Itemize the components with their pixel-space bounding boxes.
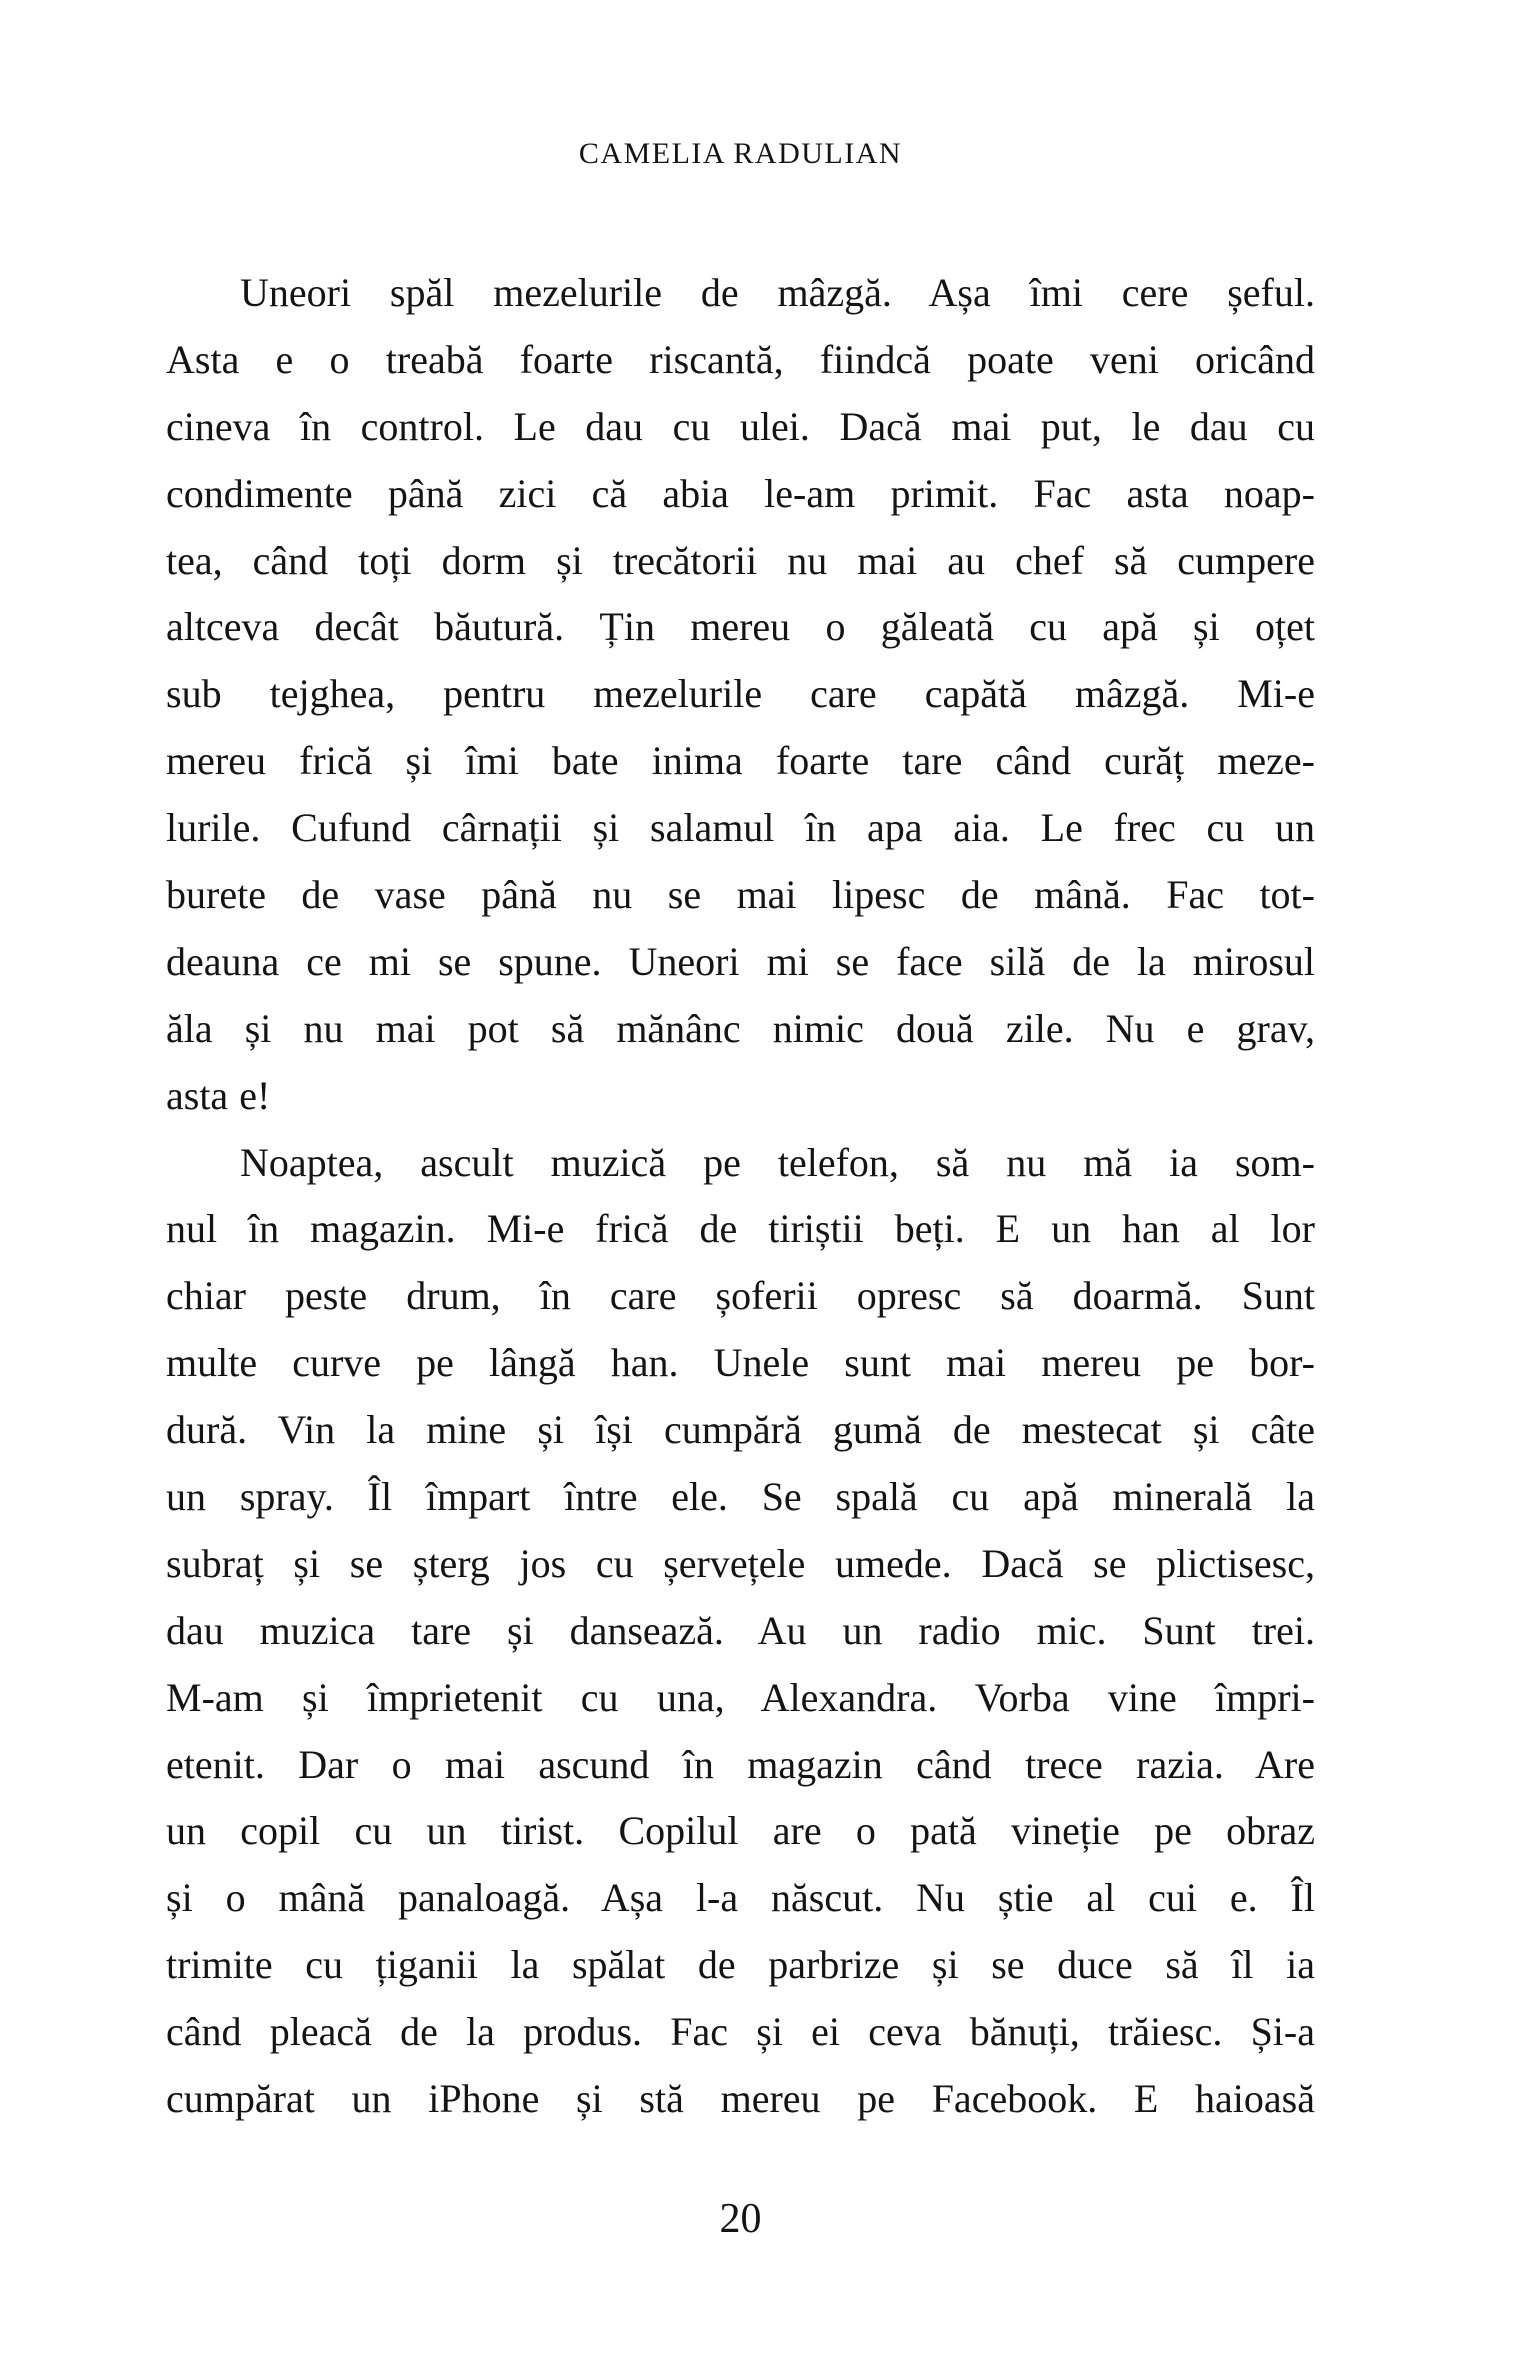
text-line: altceva decât băutură. Țin mereu o găleată cu apă și oțet — [166, 604, 1315, 650]
text-line: sub tejghea, pentru mezelurile care capătă mâzgă. Mi-e — [166, 671, 1315, 717]
text-line: dură. Vin la mine și își cumpără gumă de mestecat și câte — [166, 1407, 1315, 1453]
paragraph — [166, 1130, 1315, 2133]
text-line: dau muzica tare și dansează. Au un radio mic. Sunt trei. — [166, 1607, 1315, 1653]
text-line: cumpărat un iPhone și stă mereu pe Facebook. E haioasă — [166, 2076, 1315, 2122]
text-line: multe curve pe lângă han. Unele sunt mai mereu pe bor- — [166, 1340, 1315, 1386]
text-line: subraț și se șterg jos cu șervețele umede. Dacă se plictisesc, — [166, 1540, 1315, 1586]
text-line: mereu frică și îmi bate inima foarte tare când curăț meze- — [166, 738, 1315, 784]
text-line: condimente până zici că abia le-am primit. Fac asta noap- — [166, 470, 1315, 516]
text-line: un copil cu un tirist. Copilul are o pată vineție pe obraz — [166, 1808, 1315, 1854]
running-header: CAMELIA RADULIAN — [578, 137, 903, 170]
text-line: cineva în control. Le dau cu ulei. Dacă mai put, le dau cu — [166, 403, 1315, 449]
text-line: un spray. Îl împart între ele. Se spală cu apă minerală la — [166, 1474, 1315, 1520]
text-line: chiar peste drum, în care șoferii opresc să doarmă. Sunt — [166, 1273, 1315, 1319]
text-line: nul în magazin. Mi-e frică de tiriștii beți. E un han al lor — [166, 1206, 1315, 1252]
text-line: deauna ce mi se spune. Uneori mi se face silă de la mirosul — [166, 938, 1315, 984]
page-number: 20 — [719, 2196, 762, 2242]
text-line: lurile. Cufund cârnații și salamul în apa aia. Le frec cu un — [166, 805, 1315, 851]
text-line: Noaptea, ascult muzică pe telefon, să nu mă ia som- — [240, 1139, 1315, 1185]
text-block — [166, 260, 1315, 2133]
text-line: Asta e o treabă foarte riscantă, fiindcă poate veni oricând — [166, 336, 1315, 382]
text-line: asta e! — [166, 1072, 271, 1118]
text-line: etenit. Dar o mai ascund în magazin când trece razia. Are — [166, 1741, 1315, 1787]
text-line: Uneori spăl mezelurile de mâzgă. Așa îmi cere șeful. — [240, 270, 1315, 315]
paragraph — [166, 260, 1315, 1130]
text-line: și o mână panaloagă. Așa l-a născut. Nu știe al cui e. Îl — [166, 1875, 1315, 1921]
text-line: M-am și împrietenit cu una, Alexandra. Vorba vine împri- — [166, 1674, 1315, 1720]
text-line: burete de vase până nu se mai lipesc de mână. Fac tot- — [166, 872, 1315, 918]
text-line: trimite cu țiganii la spălat de parbrize și se duce să îl ia — [166, 1942, 1315, 1988]
text-line: ăla și nu mai pot să mănânc nimic două zile. Nu e grav, — [166, 1005, 1315, 1051]
text-line: tea, când toți dorm și trecătorii nu mai au chef să cumpere — [166, 537, 1315, 583]
text-line: când pleacă de la produs. Fac și ei ceva bănuți, trăiesc. Și-a — [166, 2009, 1315, 2055]
